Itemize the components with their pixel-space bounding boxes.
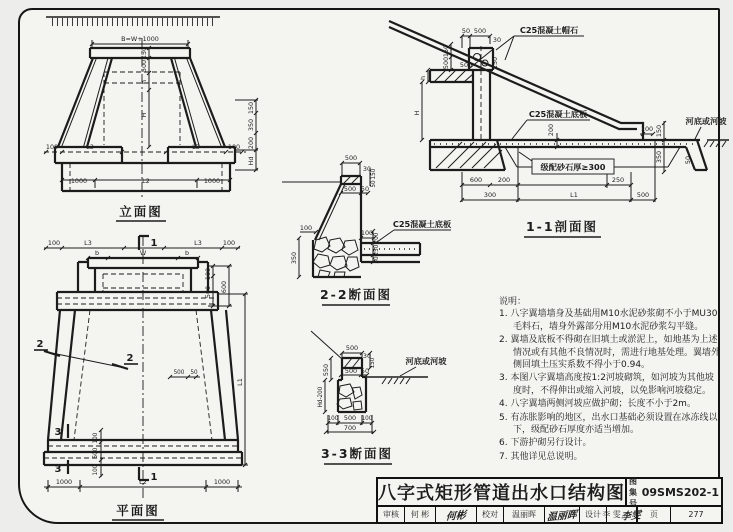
dim: 100 [222, 239, 236, 247]
dim: 100 [93, 432, 99, 444]
leader-line [311, 331, 342, 359]
dim: 200 [247, 136, 255, 150]
dim: 500 [343, 185, 357, 193]
dim: h [140, 79, 148, 85]
dim: 100 [299, 224, 313, 232]
riverbed-leader [400, 367, 416, 376]
dim: 100 [227, 143, 241, 151]
dim: 500 [344, 154, 358, 162]
dim: 100 [47, 239, 61, 247]
dim: 150 [247, 101, 255, 115]
dim: 200 [547, 123, 555, 137]
note-item: 2. 翼墙及底板不得砌在旧填土或淤泥上，如地基为上述情况或有其他不良情况时，需进行地基处理。翼墙外侧回填土压实系数不得小于0.94。 [499, 335, 721, 371]
dim: 100 [640, 125, 654, 133]
view-title: 平面图 [116, 503, 160, 518]
note-item: 1. 八字翼墙墙身及基础用M10水泥砂浆砌不小于MU30毛料石，墙身外露部分用M10水泥砂浆勾平缝。 [499, 309, 718, 332]
dim: B=W+1000 [121, 35, 159, 43]
dim: 300 [483, 191, 497, 199]
view-title: 1-1剖面图 [525, 219, 599, 234]
dim: 1000 [70, 177, 88, 185]
riverbed-label: 河底或河坡 [405, 356, 447, 366]
dim: W [139, 249, 147, 257]
section-2-2-view [282, 154, 452, 305]
elevation-view [44, 17, 258, 221]
dim: b [94, 249, 100, 257]
dim: 50 [461, 27, 471, 35]
gravel-leader [519, 152, 532, 161]
section-marker-2: 2 [36, 339, 44, 350]
title-block-row1 [378, 476, 721, 508]
baseslab-leader [377, 230, 451, 242]
notes-heading: 说明： [499, 297, 527, 307]
dim: 500 [343, 414, 357, 422]
view-title: 2-2断面图 [319, 287, 393, 302]
capstone-leader [496, 36, 584, 60]
atlas-number: 09SMS202-1 [641, 485, 719, 499]
dim: L3 [84, 239, 92, 247]
note-item: 7. 其他详见总说明。 [499, 451, 583, 462]
page-label: 页 [638, 507, 671, 522]
note-item: 5. 有冻胀影响的地区，出水口基础必须设置在冰冻线以下，级配砂石厚度亦适当增加。 [499, 412, 718, 436]
dim: 250 [611, 176, 625, 184]
dim: 500 [345, 344, 359, 352]
dim: b [184, 249, 190, 257]
reviewer-signature: 何彬 [436, 507, 477, 522]
dim: 150 [655, 124, 663, 138]
dim: 50 [360, 185, 370, 193]
dim: 30 [362, 352, 372, 360]
river-hatch [704, 141, 726, 147]
river-hatch [382, 378, 410, 384]
section-marker-3: 3 [54, 464, 62, 475]
notes-block [499, 296, 721, 464]
checker-name: 温丽晖 [504, 507, 545, 522]
dim: Hd [247, 156, 255, 166]
dim: 500 [473, 27, 487, 35]
dim: 600 [469, 176, 483, 184]
dim: 100 [45, 143, 59, 151]
dim: 500 [344, 367, 358, 375]
dim: 350 [290, 251, 298, 265]
dim: 50 [684, 155, 692, 165]
baseslab-label: C25混凝土底板 [392, 219, 452, 229]
page-number: 277 [688, 510, 704, 519]
dim: 100 [204, 267, 212, 281]
section-marker-2: 2 [126, 353, 134, 364]
dim: 600 [220, 280, 228, 294]
dim: 100 [327, 416, 339, 422]
dim-lines [299, 163, 374, 277]
dim: 50 [190, 370, 198, 376]
dim-lines [422, 36, 664, 202]
dim: 500 [636, 191, 650, 199]
review-label: 审核 [378, 507, 405, 522]
drawing-title: 八字式矩形管道出水口结构图 [378, 479, 627, 505]
dim: L1 [570, 191, 578, 199]
dim: L3 [194, 239, 202, 247]
dim: 200 [497, 176, 511, 184]
dim: 500 [459, 61, 473, 69]
dim: 500 [140, 59, 148, 73]
dim: H [413, 110, 421, 116]
reviewer-name: 何 彬 [405, 507, 436, 522]
dim: 150 [140, 46, 148, 60]
section-marker-1: 1 [150, 472, 158, 483]
baseslab-label: C25混凝土底板 [528, 109, 588, 119]
rubble-stones [337, 384, 362, 410]
note-item: 6. 下游护砌另行设计。 [499, 438, 592, 449]
dim: 1000 [213, 478, 231, 486]
rubble-stones [313, 237, 359, 277]
dim: 200 [374, 232, 380, 244]
section-3-3-view [311, 331, 447, 464]
section-marker-1: 1 [150, 238, 158, 249]
dim: 150 [371, 168, 377, 180]
dim: L1 [236, 378, 244, 386]
dim-ticks [44, 42, 258, 182]
dim: 550 [322, 363, 330, 377]
dim: 1000 [55, 478, 73, 486]
title-block-row2 [378, 507, 721, 522]
dim: L3 [192, 143, 200, 151]
dim: 150 [491, 56, 499, 70]
dim: 50 [360, 367, 370, 375]
checker-signature: 温丽晖 [545, 507, 580, 522]
dim: 700 [343, 424, 357, 432]
section-2-cut-line [52, 353, 120, 367]
section-1-1-view [389, 21, 729, 237]
dim: 350 [655, 150, 663, 164]
designer-name: 李 雯 李雯 [607, 507, 638, 522]
view-title: 3-3断面图 [320, 446, 394, 461]
dim: 500 [442, 56, 450, 70]
design-label: 设计 [580, 507, 607, 522]
note-item: 4. 八字翼墙两侧河坡应做护砌；长度不小于2m。 [499, 399, 696, 410]
dim: 100 [360, 229, 374, 237]
dim: 150 [370, 357, 376, 369]
title-block [376, 477, 723, 524]
dim: 150 [442, 44, 450, 58]
dim: H [140, 112, 148, 118]
dim: 50 [371, 180, 377, 188]
dim: 500 [204, 285, 212, 299]
dim: L2 [139, 478, 147, 486]
dim: 100 [361, 416, 373, 422]
dim: 350 [247, 118, 255, 132]
dim: h [419, 75, 427, 81]
atlas-cell [627, 476, 721, 508]
riverbed-leader [695, 127, 701, 139]
section-outline [389, 21, 707, 170]
dim: 100 [93, 464, 99, 476]
dim: L3 [86, 143, 94, 151]
plan-view [34, 236, 248, 520]
dim: 500 [173, 370, 185, 376]
dim: 1000 [203, 177, 221, 185]
gravel-label: 级配砂石厚≥300 [540, 162, 606, 172]
capstone-label: C25混凝土帽石 [519, 25, 579, 35]
dim: L2 [142, 177, 150, 185]
riverbed-label: 河底或河坡 [685, 116, 727, 126]
view-title: 立面图 [119, 204, 163, 219]
dim: 250 [374, 244, 380, 256]
section-marker-3: 3 [54, 427, 62, 438]
dim: Hd-200 [318, 386, 324, 408]
atlas-number-label: 图集号 [629, 476, 637, 508]
dim: 30 [362, 165, 372, 173]
dim: 30 [492, 36, 502, 44]
dim: 500 [93, 447, 99, 459]
dim: 50 [374, 256, 380, 264]
check-label: 校对 [477, 507, 504, 522]
note-item: 3. 本图八字翼墙高度按1:2河坡砌筑，如河坡为其他坡度时，不得伸出或缩入河坡，以免影响河坡稳定。 [499, 373, 714, 396]
